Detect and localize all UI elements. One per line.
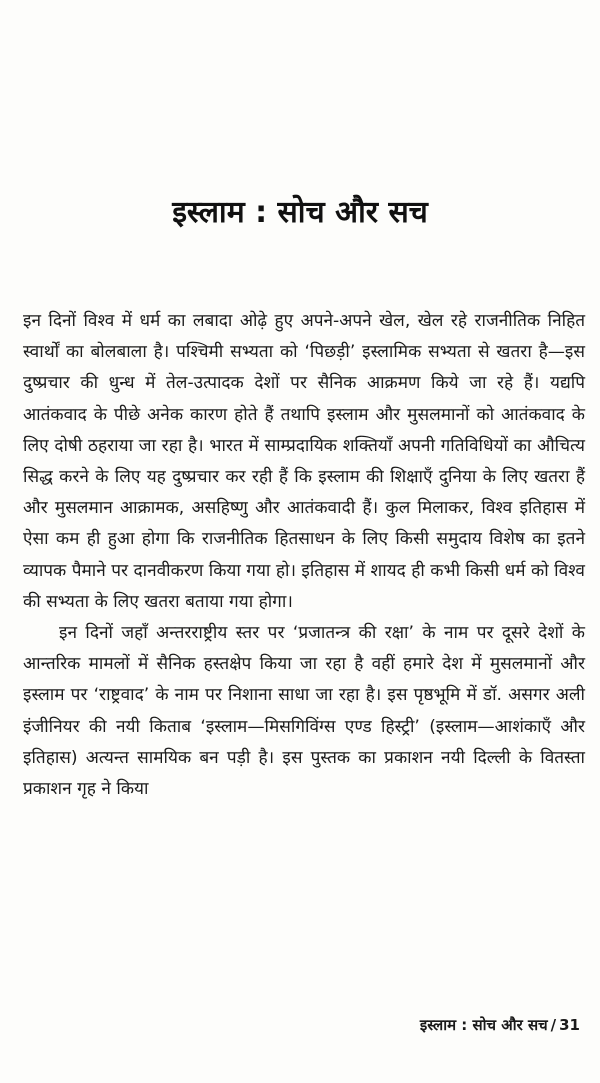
page-number: 31 — [559, 1016, 580, 1034]
page-footer — [420, 1014, 580, 1036]
chapter-title: इस्लाम : सोच और सच — [172, 195, 428, 230]
footer-separator: / — [550, 1016, 557, 1034]
paragraph-1: इन दिनों विश्व में धर्म का लबादा ओढ़े हुए अपने-अपने खेल, खेल रहे राजनीतिक निहित स्वार्थों का बोलबाला है। पश्चिमी सभ्यता को ‘पिछड़ी’ इस्लामिक सभ्यता से खतरा है—इस दुष्प्रचार की धुन्ध में तेल-उत्पादक देशों पर सैनिक आक्रमण किये जा रहे हैं। यद्यपि आतंकवाद के पीछे अनेक कारण होते हैं तथापि इस्लाम और मुसलमानों को आतंकवाद के लिए दोषी ठहराया जा रहा है। भारत में साम्प्रदायिक शक्तियाँ अपनी गतिविधियों का औचित्य सिद्ध करने के लिए यह दुष्प्रचार कर रही हैं कि इस्लाम की शिक्षाएँ दुनिया के लिए खतरा हैं और मुसलमान आक्रामक, असहिष्णु और आतंकवादी हैं। कुल मिलाकर, विश्व इतिहास में ऐसा कम ही हुआ होगा कि राजनीतिक हितसाधन के लिए किसी समुदाय विशेष का इतने व्यापक पैमाने पर दानवीकरण किया गया हो। इतिहास में शायद ही कभी किसी धर्म को विश्व की सभ्यता के लिए खतरा बताया गया होगा। — [23, 311, 585, 612]
running-title: इस्लाम : सोच और सच — [419, 1016, 548, 1034]
paragraph-2: इन दिनों जहाँ अन्तरराष्ट्रीय स्तर पर ‘प्रजातन्त्र की रक्षा’ के नाम पर दूसरे देशों के आन्तरिक मामलों में सैनिक हस्तक्षेप किया जा रहा है वहीं हमारे देश में मुसलमानों और इस्लाम पर ‘राष्ट्रवाद’ के नाम पर निशाना साधा जा रहा है। इस पृष्ठभूमि में डॉ. असगर अली इंजीनियर की नयी किताब ‘इस्लाम—मिसगिविंग्स एण्ड हिस्ट्री’ (इस्लाम—आशंकाएँ और इतिहास) अत्यन्त सामयिक बन पड़ी है। इस पुस्तक का प्रकाशन नयी दिल्ली के वितस्ता प्रकाशन गृह ने किया — [23, 623, 585, 800]
body-text — [23, 306, 585, 805]
